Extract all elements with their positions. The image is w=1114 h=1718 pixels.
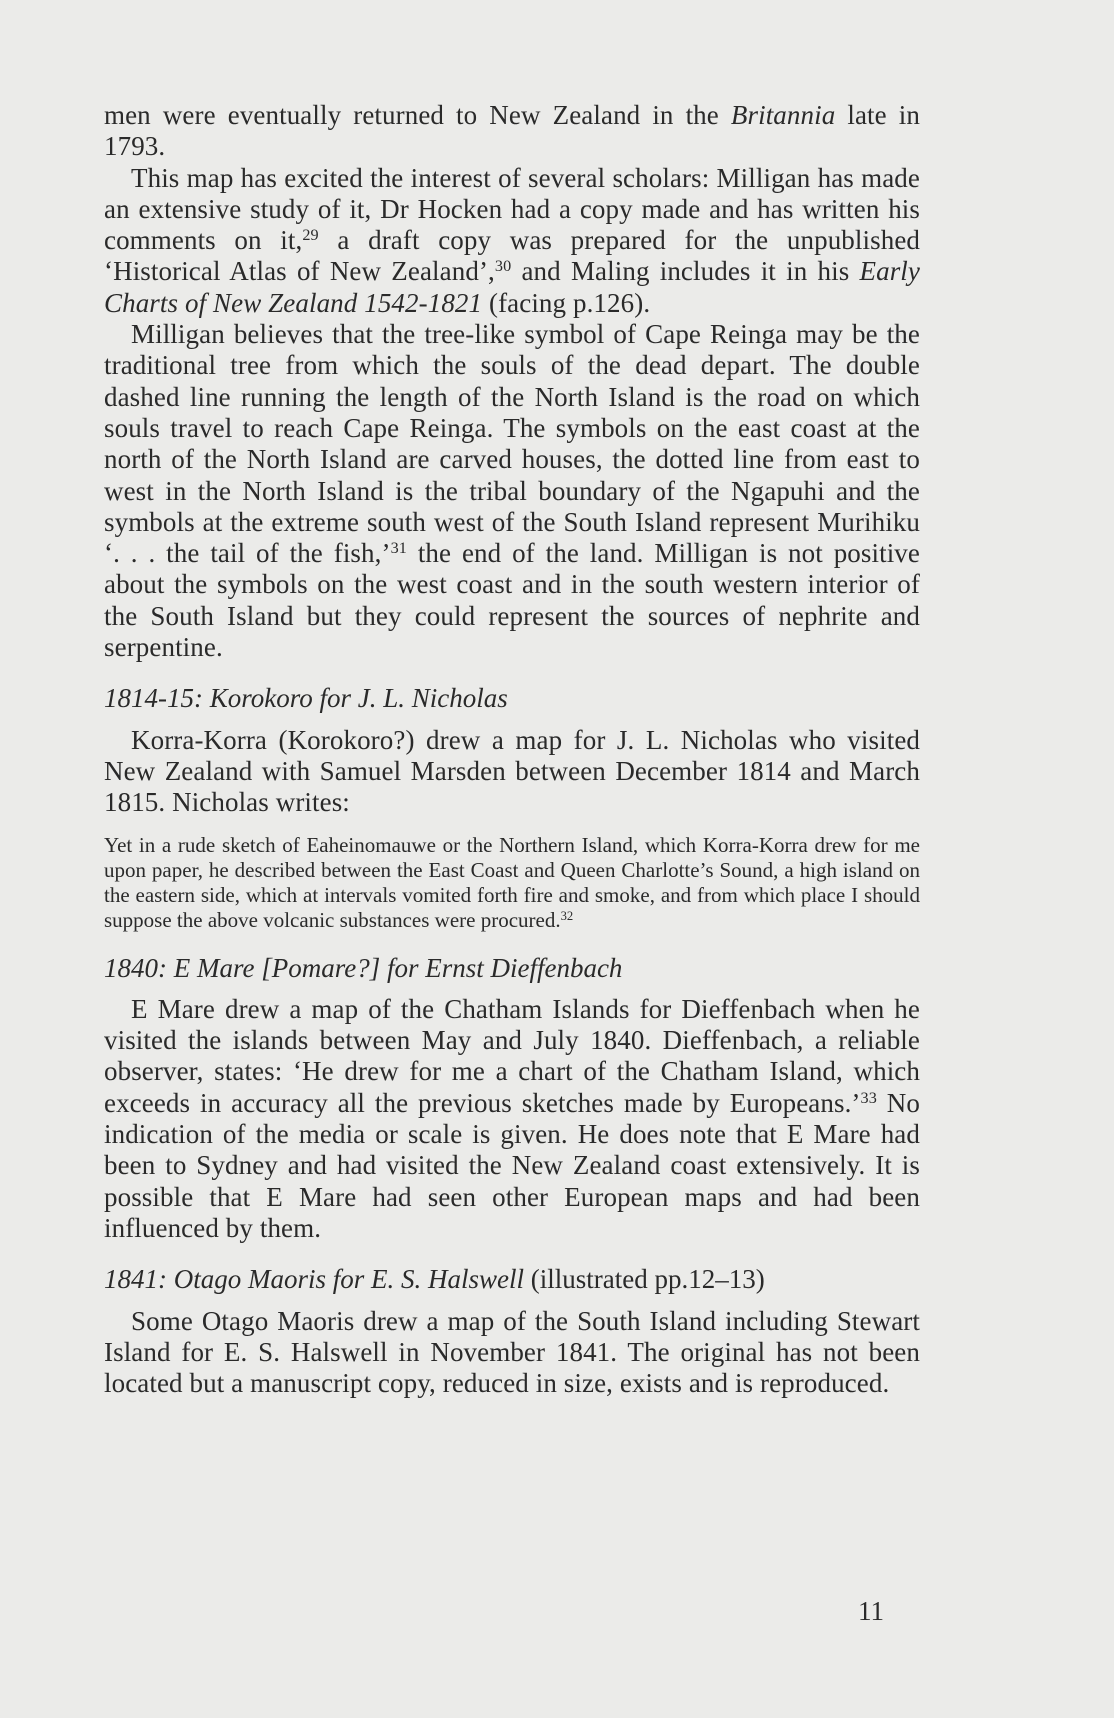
- footnote-ref: 33: [860, 1088, 877, 1107]
- section-paragraph: Some Otago Maoris drew a map of the South Island including Stewart Island for E. S. Halswell in November 1841. The original has not been located but a manuscript copy, reduced in size, exists and is reproduced.: [104, 1305, 920, 1399]
- section-heading: 1814-15: Korokoro for J. L. Nicholas: [104, 683, 508, 714]
- text-run: This map has excited the interest of several scholars: Milligan has made an extensive study of it, Dr Hocken had a copy made and has written his comments on it,: [104, 162, 920, 256]
- ship-name: Britannia: [730, 100, 836, 130]
- section-heading: [104, 1264, 920, 1295]
- page-number: 11: [858, 1596, 884, 1626]
- text-run: men were eventually returned to New Zealand in the: [104, 100, 731, 130]
- page-body: [104, 100, 920, 1399]
- footnote-ref: 32: [560, 908, 574, 923]
- text-run: Milligan believes that the tree-like symbol of Cape Reinga may be the traditional tree from which the souls of the dead depart. The double dashed line running the length of the North Island is the road on which souls travel to reach Cape Reinga. The symbols on the east coast at the north of the North Island are carved houses, the dotted line from east to west in the North Island is the tribal boundary of the Ngapuhi and the symbols at the extreme south west of the South Island represent Murihiku ‘. . . the tail of the fish,’: [104, 319, 920, 569]
- text-run: a draft copy was prepared for the unpublished ‘Historical Atlas of New Zealand’,: [104, 225, 921, 287]
- text-run: No indication of the media or scale is given. He does note that E Mare had been to Sydney and had visited the New Zealand coast extensively. It is possible that E Mare had seen other European maps and had been influenced by them.: [104, 1087, 920, 1243]
- text-run: and Maling includes it in his: [511, 256, 860, 287]
- section-paragraph: Korra-Korra (Korokoro?) drew a map for J. L. Nicholas who visited New Zealand with Samuel Marsden between December 1814 and March 1815. Nicholas writes:: [104, 724, 920, 818]
- book-title: Early Charts of New Zealand 1542-1821: [104, 256, 920, 318]
- section-heading: 1840: E Mare [Pomare?] for Ernst Dieffenbach: [104, 952, 623, 983]
- text-run: the end of the land. Milligan is not positive about the symbols on the west coast and in the south western interior of the South Island but they could represent the sources of nephrite and serpentine.: [104, 538, 920, 663]
- paragraph-scholars: [104, 163, 920, 319]
- paragraph-continuation: [104, 100, 920, 163]
- heading-italic: 1841: Otago Maoris for E. S. Halswell: [104, 1264, 525, 1295]
- block-quote: [104, 833, 920, 933]
- heading-suffix: (illustrated pp.12–13): [524, 1264, 765, 1295]
- text-run: late in 1793.: [104, 100, 920, 162]
- quote-text: Yet in a rude sketch of Eaheinomauwe or the Northern Island, which Korra-Korra drew for me upon paper, he described between the East Coast and Queen Charlotte’s Sound, a high island on the eastern side, which at intervals vomited forth fire and smoke, and from which place I should suppose the above volcanic substances were procured.: [104, 832, 920, 932]
- section-paragraph: [104, 994, 920, 1244]
- footnote-ref: 29: [302, 226, 319, 245]
- text-run: (facing p.126).: [482, 287, 651, 318]
- text-run: E Mare drew a map of the Chatham Islands for Dieffenbach when he visited the islands between May and July 1840. Dieffenbach, a reliable observer, states: ‘He drew for me a chart of the Chatham Island, which exceeds in accuracy all the previous sketches made by Europeans.’: [104, 993, 920, 1118]
- paragraph-symbols: [104, 319, 920, 663]
- footnote-ref: 31: [390, 539, 407, 558]
- footnote-ref: 30: [494, 257, 512, 276]
